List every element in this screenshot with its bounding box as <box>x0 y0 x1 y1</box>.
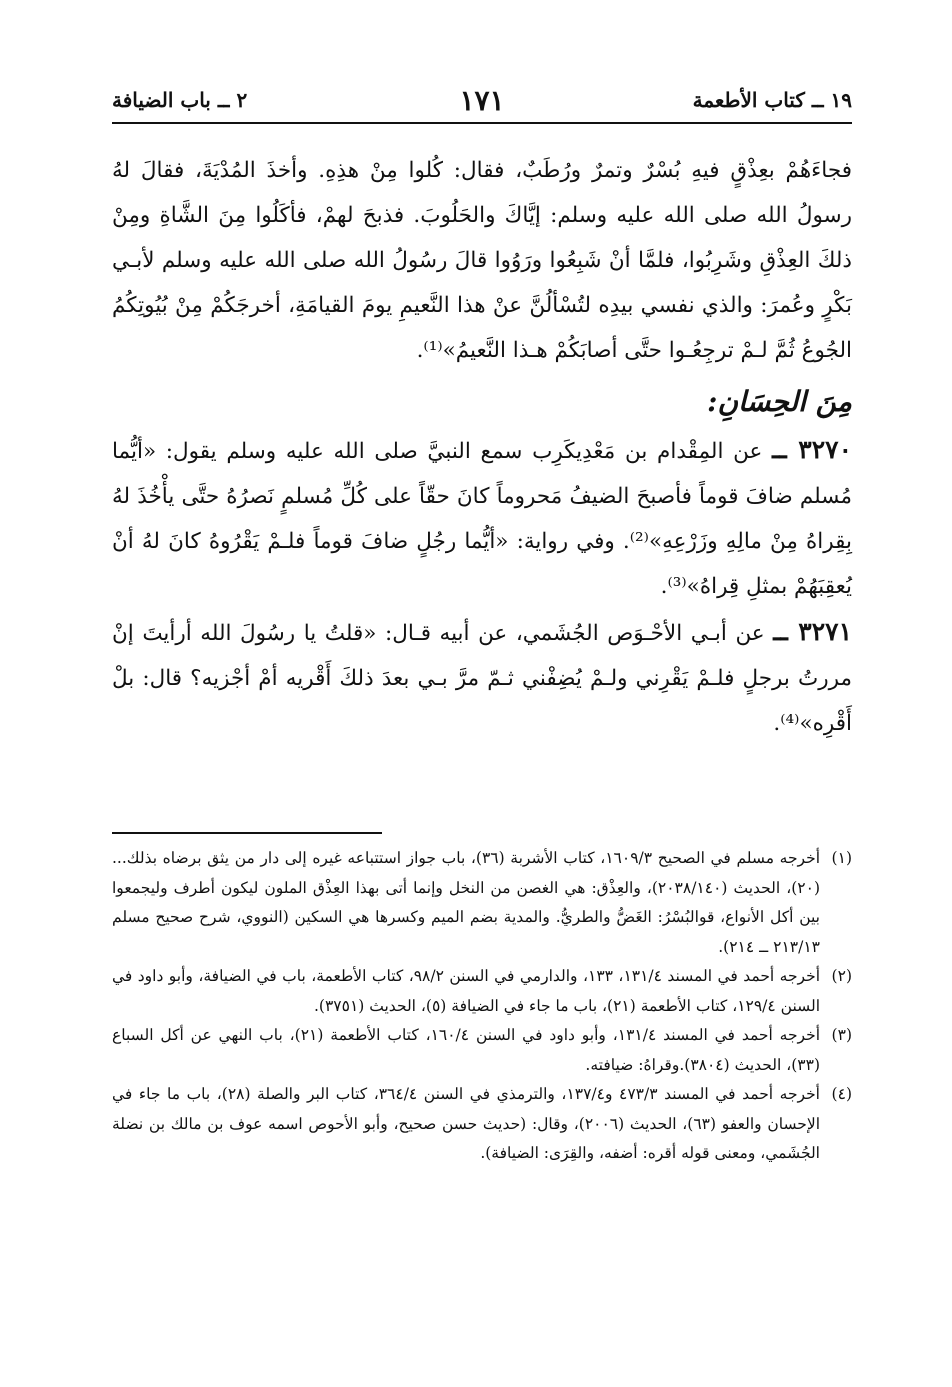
footnote <box>112 844 852 962</box>
section-heading: مِنَ الحِسَانِ: <box>707 385 852 418</box>
chapter-title: ١٩ ــ كتاب الأطعمة <box>692 88 852 112</box>
hadith-text: عن المِقْدام بن مَعْدِيكَرِب سمع النبيَّ صلى الله عليه وسلم يقول: «أيُّما مُسلم ضافَ قوماً فأصبحَ الضيفُ مَحروماً كانَ حقّاً على كُلِّ مُسلمٍ نَصرُهُ حتَّى يأْخُذَ لهُ بِقِراهُ مِنْ مالِهِ وزَرْعِهِ»⁽²⁾. وفي رواية: «أيُّما رجُلٍ ضافَ قوماً فلـمْ يَقْرُوهُ كانَ لهُ أنْ يُعقِبَهُمْ بمثلِ قِراهُ»⁽³⁾. <box>112 439 852 599</box>
footnote-number: (١) <box>831 849 852 867</box>
footnote-number: (٢) <box>831 967 852 985</box>
page-number: ١٧١ <box>459 84 505 117</box>
main-text <box>112 148 852 746</box>
footnote-text: أخرجه أحمد في المسند ١٣١/٤، ١٣٣، والدارمي في السنن ٩٨/٢، كتاب الأطعمة، باب في الضيافة، وأبو داود في السنن ١٢٩/٤، كتاب الأطعمة (٢١)، باب ما جاء في الضيافة (٥)، الحديث (٣٧٥١). <box>112 967 820 1015</box>
hadith-number: ٣٢٧١ ــ <box>773 617 852 646</box>
footnote-text: أخرجه أحمد في المسند ٤٧٣/٣ و١٣٧/٤، والترمذي في السنن ٣٦٤/٤، كتاب البر والصلة (٢٨)، باب ما جاء في الإحسان والعفو (٦٣)، الحديث (٢٠٠٦)، وقال: (حديث حسن صحيح، وأبو الأحوص اسمه عوف بن مالك بن نضلة الجُشَمي، ومعنى قوله أقره: أضفه، والقِرَى: الضيافة). <box>112 1085 820 1162</box>
hadith-3271 <box>112 609 852 746</box>
footnote <box>112 1080 852 1169</box>
footnote-text: أخرجه أحمد في المسند ١٣١/٤، وأبو داود في السنن ١٦٠/٤، كتاب الأطعمة (٢١)، باب النهي عن أكل السباع (٣٣)، الحديث (٣٨٠٤).وقراهُ: ضيافته. <box>112 1026 820 1074</box>
continuation-paragraph: فجاءَهُمْ بعِذْقٍ فيهِ بُسْرٌ وتمرٌ ورُطَبٌ، فقال: كُلوا مِنْ هذِهِ. وأخذَ المُدْيَةَ، فقالَ لهُ رسولُ الله صلى الله عليه وسلم: إيَّاكَ والحَلُوبَ. فذبحَ لهمْ، فأكَلُوا مِنَ الشَّاةِ ومِنْ ذلكَ العِذْقِ وشَرِبُوا، فلمَّا أنْ شَبِعُوا ورَوُوا قالَ رسُولُ الله صلى الله عليه وسلم لأبـي بَكْرٍ وعُمرَ: والذي نفسي بيدِه لتُسْألُنَّ عنْ هذا النَّعيمِ يومَ القيامَةِ، أخرجَكُمْ مِنْ بُيُوتِكُمُ الجُوعُ ثُمَّ لـمْ ترجِعُـوا حتَّى أصابَكُمْ هـذا النَّعيمُ»⁽¹⁾. <box>112 158 852 363</box>
footnote-separator <box>112 832 382 834</box>
running-header <box>112 84 852 124</box>
section-title: ٢ ــ باب الضيافة <box>112 88 248 112</box>
footnote-number: (٤) <box>831 1085 852 1103</box>
hadith-number: ٣٢٧٠ ــ <box>772 435 853 464</box>
footnotes <box>112 844 852 1169</box>
hadith-3270 <box>112 427 852 609</box>
footnote-text: أخرجه مسلم في الصحيح ١٦٠٩/٣، كتاب الأشربة (٣٦)، باب جواز استتباعه غيره إلى دار من يثق برضاه بذلك... (٢٠)، الحديث (٢٠٣٨/١٤٠)، والعِذْق: هي الغصن من النخل وإنما أتى بهذا العِذْق الملون ليكون أطرف وليجمعوا بين أكل الأنواع، قوالبُسْرُ: الغَضُّ والطريُّ. والمدية بضم الميم وكسرها هي السكين (النووي، شرح صحيح مسلم ٢١٣/١٣ ــ ٢١٤). <box>112 849 820 956</box>
footnote-number: (٣) <box>831 1026 852 1044</box>
footnote <box>112 1021 852 1080</box>
hadith-text: عن أبـي الأحْـوَص الجُشَمي، عن أبيه قـال: «قلتُ يا رسُولَ الله أرأيتَ إنْ مررتُ برجلٍ فلـمْ يَقْرِني ولـمْ يُضِفْني ثـمّ مرَّ بـي بعدَ ذلكَ أَقْريه أمْ أجْزيه؟ قال: بلْ أَقْرِه»⁽⁴⁾. <box>112 621 852 736</box>
footnote <box>112 962 852 1021</box>
